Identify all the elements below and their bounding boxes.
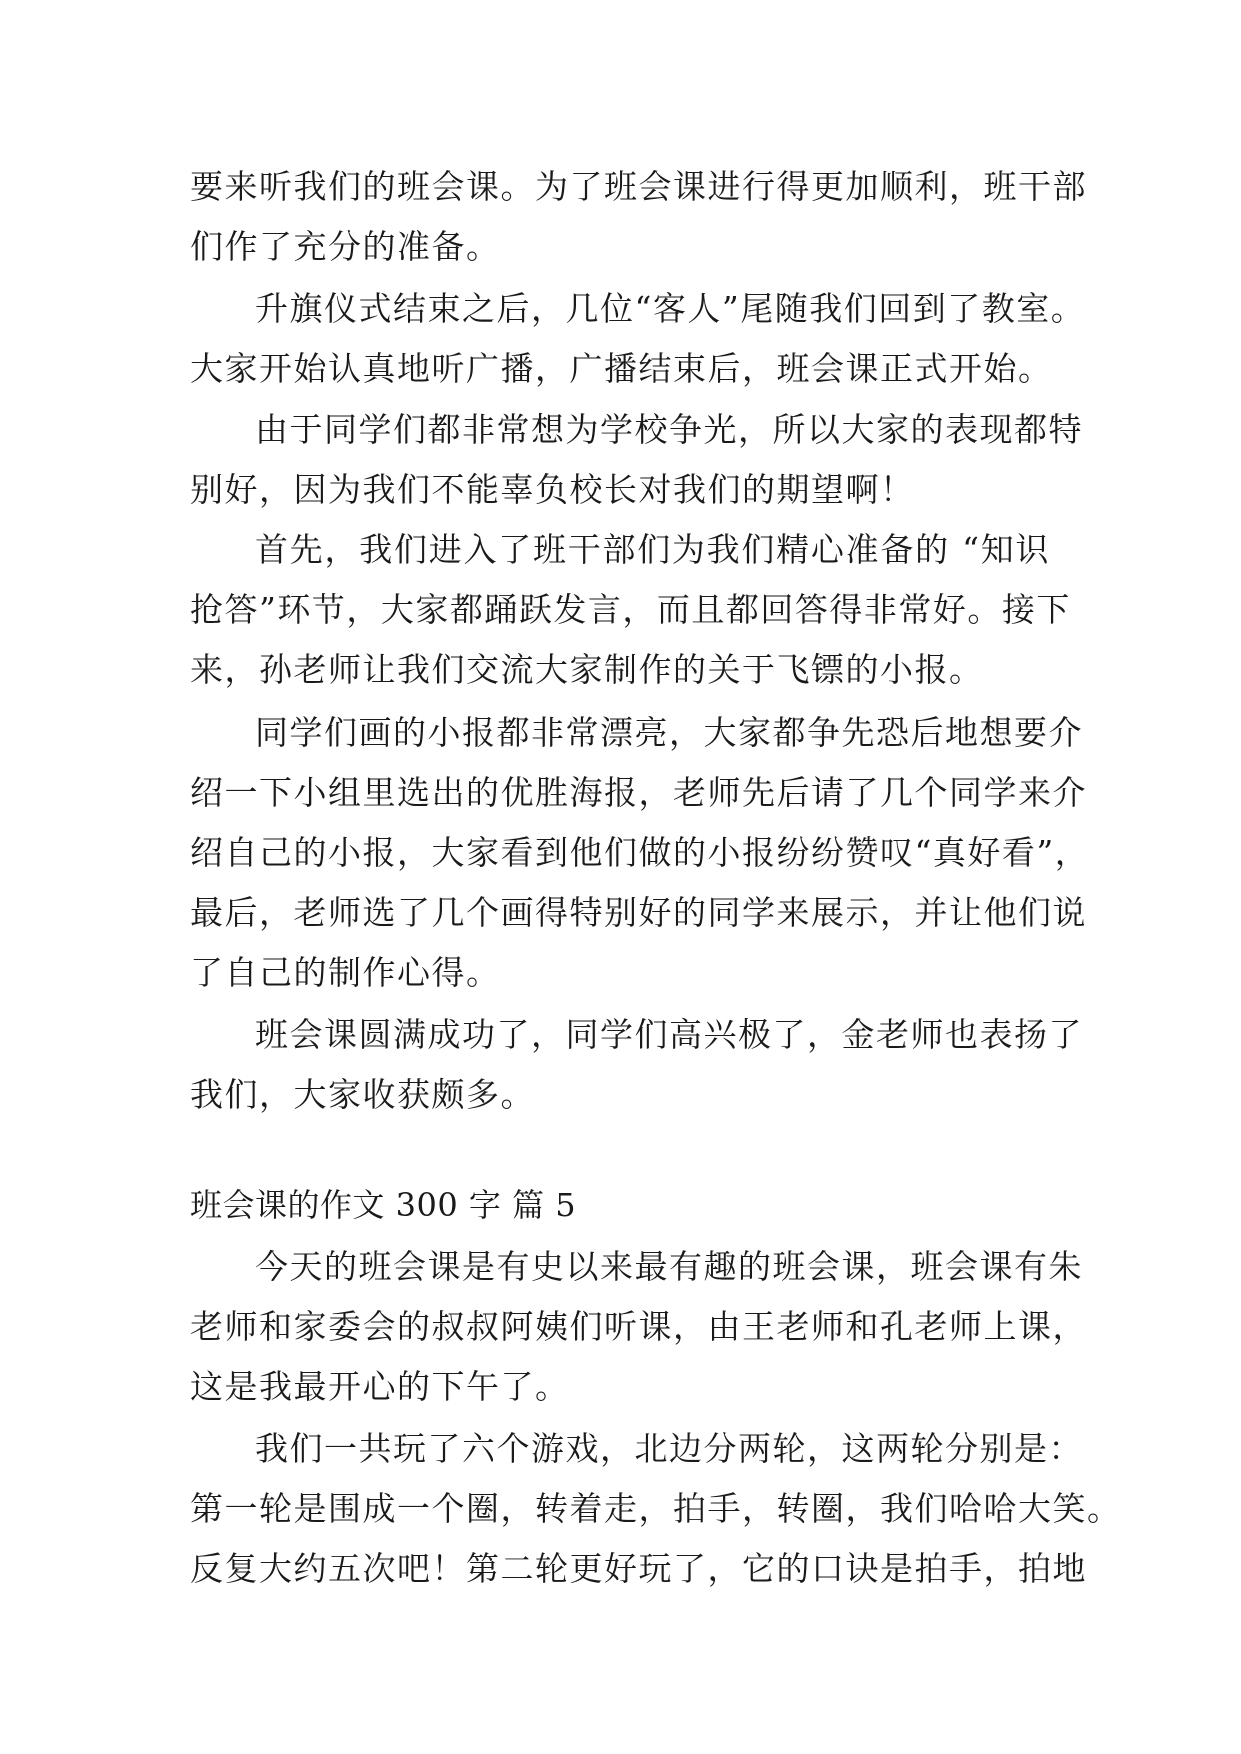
text-line: 今天的班会课是有史以来最有趣的班会课，班会课有朱 [255,1247,1083,1286]
text-line: 班会课圆满成功了，同学们高兴极了，金老师也表扬了 [255,1015,1083,1054]
text-line: 升旗仪式结束之后，几位“客人”尾随我们回到了教室。 [255,289,1086,328]
text-line: 绍自己的小报，大家看到他们做的小报纷纷赞叹“真好看”， [190,833,1090,872]
text-line: 别好，因为我们不能辜负校长对我们的期望啊！ [190,470,915,509]
text-line: 由于同学们都非常想为学校争光，所以大家的表现都特 [255,410,1083,449]
text-line: 我们一共玩了六个游戏，北边分两轮，这两轮分别是： [255,1429,1083,1468]
text-line: 首先，我们进入了班干部们为我们精心准备的 “知识 [255,530,1050,569]
text-line: 绍一下小组里选出的优胜海报，老师先后请了几个同学来介 [190,773,1087,812]
text-line: 了自己的制作心得。 [190,953,501,992]
text-line: 反复大约五次吧！第二轮更好玩了，它的口诀是拍手，拍地 [190,1549,1087,1588]
text-line: 大家开始认真地听广播，广播结束后，班会课正式开始。 [190,349,1053,388]
section-heading: 班会课的作文 300 字 篇 5 [190,1186,577,1224]
text-line: 抢答”环节，大家都踊跃发言，而且都回答得非常好。接下 [190,590,1071,629]
text-line: 来，孙老师让我们交流大家制作的关于飞镖的小报。 [190,650,984,689]
text-line: 同学们画的小报都非常漂亮，大家都争先恐后地想要介 [255,713,1083,752]
text-line: 这是我最开心的下午了。 [190,1367,570,1406]
text-line: 老师和家委会的叔叔阿姨们听课，由王老师和孔老师上课， [190,1307,1087,1346]
text-line: 第一轮是围成一个圈，转着走，拍手，转圈，我们哈哈大笑。 [190,1489,1122,1528]
text-line: 最后，老师选了几个画得特别好的同学来展示，并让他们说 [190,893,1087,932]
text-line: 们作了充分的准备。 [190,227,501,266]
text-line: 要来听我们的班会课。为了班会课进行得更加顺利，班干部 [190,167,1087,206]
text-line: 我们，大家收获颇多。 [190,1075,535,1114]
